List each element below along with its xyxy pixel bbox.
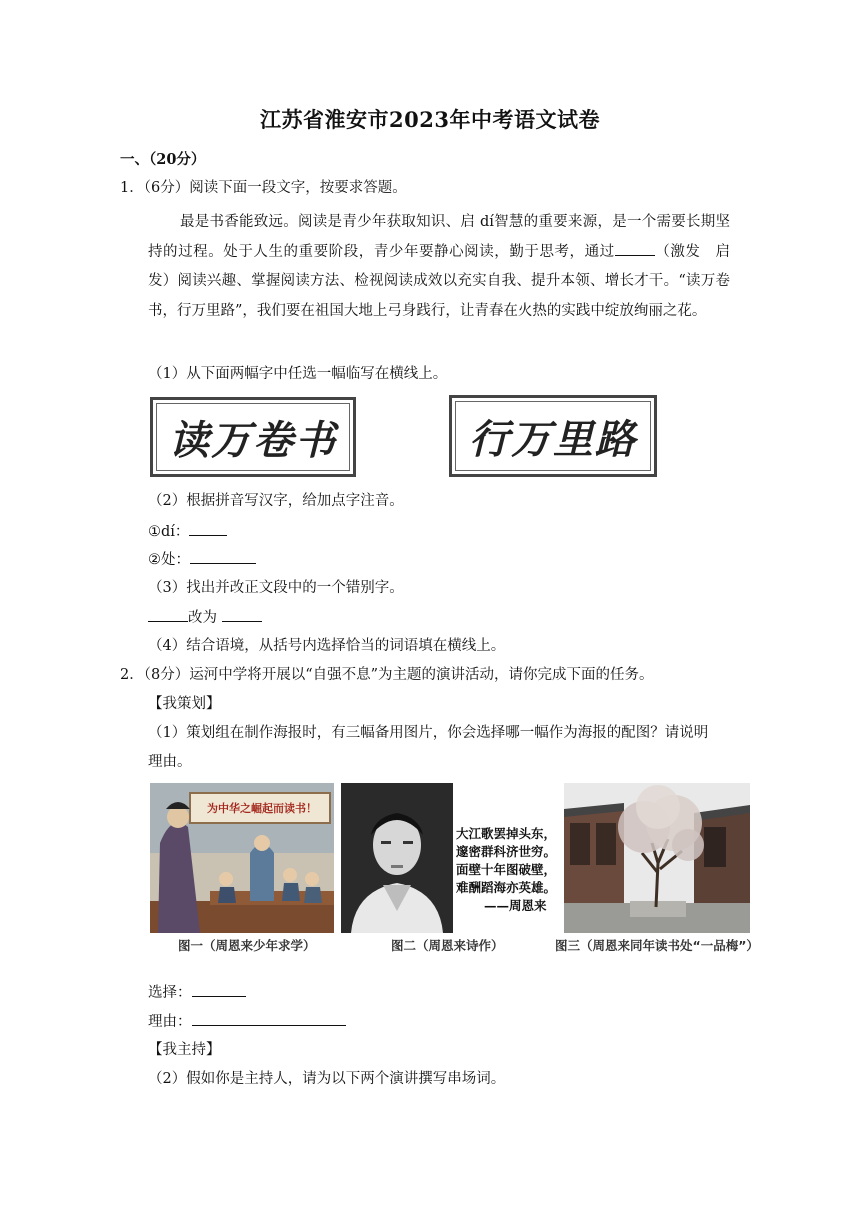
reading-passage [148,208,730,326]
figure-3-image [564,783,750,933]
plan-heading: 【我策划】 [148,696,221,712]
section-heading: 一、（20分） [120,151,206,168]
figure-1-caption: 图一（周恩来少年求学） [178,938,316,953]
page-title: 江苏省淮安市2023年中考语文试卷 [260,107,600,132]
figure-3-caption: 图三（周恩来同年读书处“一品梅”） [555,938,759,953]
q2-choice: 选择： [148,982,246,1003]
poem-line-2: 邃密群科济世穷。 [456,844,557,859]
figure-2-poem [456,825,556,915]
q2-sub1-line2: 理由。 [148,754,192,770]
calligraphy-left [150,397,356,477]
passage-part-b: （激发 启发）阅读兴趣、掌握阅读方法、检视阅读成效以充实自我、提升本领、增长才干。“读万卷书，行万里路”，我们要在祖国大地上弓身践行，让青春在火热的实践中绽放绚丽之花。 [148,243,731,319]
poem-line-4: 难酬蹈海亦英雄。 [456,880,557,895]
q1-sub2-a: ①dí： [148,521,227,542]
figure-1-image [150,783,334,933]
question-1-heading: 1．（6分）阅读下面一段文字，按要求答题。 [120,180,407,196]
host-heading: 【我主持】 [148,1042,221,1058]
q1-sub3: （3）找出并改正文段中的一个错别字。 [148,580,404,596]
passage-part-a: 最是书香能致远。阅读是青少年获取知识、启 dí智慧的重要来源，是一个需要长期坚持的过程。处于人生的重要阶段，青少年要静心阅读，勤于思考，通过 [148,214,730,260]
figure-1-banner: 为中华之崛起而读书！ [207,802,317,815]
q2-sub1-line1: （1）策划组在制作海报时，有三幅备用图片，你会选择哪一幅作为海报的配图？请说明 [148,725,709,741]
figure-2-caption: 图二（周恩来诗作） [391,938,504,953]
figure-2-image [341,783,453,933]
passage-blank[interactable] [615,241,655,256]
calligraphy-left-text: 读万卷书 [169,416,337,464]
q2-reason: 理由： [148,1011,346,1032]
choice-blank[interactable] [192,982,246,997]
calligraphy-right-text: 行万里路 [469,415,637,463]
answer-blank-chu[interactable] [190,549,256,564]
poem-line-3: 面壁十年图破壁， [456,862,557,877]
answer-blank-di[interactable] [189,521,227,536]
q1-sub4: （4）结合语境，从括号内选择恰当的词语填在横线上。 [148,638,506,654]
wrong-char-blank[interactable] [148,607,188,622]
calligraphy-right [449,395,657,477]
question-2-heading: 2．（8分）运河中学将开展以“自强不息”为主题的演讲活动，请你完成下面的任务。 [120,667,654,683]
poem-line-1: 大江歌罢掉头东， [456,826,557,841]
reason-blank[interactable] [192,1011,346,1026]
correct-char-blank[interactable] [222,607,262,622]
q1-sub2: （2）根据拼音写汉字，给加点字注音。 [148,493,404,509]
q1-sub3-answer: 改为 [148,607,262,628]
q1-sub2-b: ②处： [148,549,256,570]
q2-sub2: （2）假如你是主持人，请为以下两个演讲撰写串场词。 [148,1071,506,1087]
q1-sub1: （1）从下面两幅字中任选一幅临写在横线上。 [148,366,448,382]
poem-author: ——周恩来 [484,898,547,913]
